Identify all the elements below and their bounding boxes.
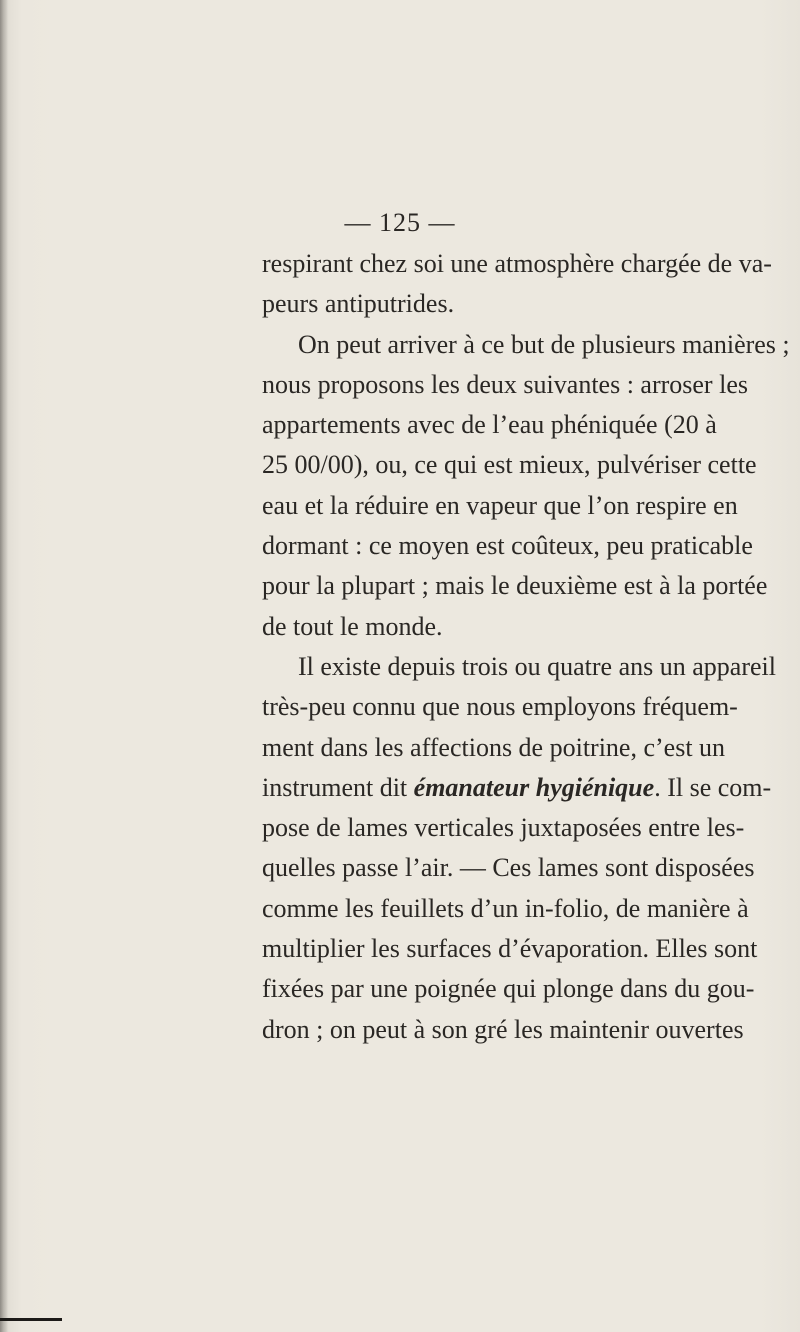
book-spine-shadow <box>0 0 8 1332</box>
text-line-with-emphasis <box>262 768 772 808</box>
text-line: Il existe depuis trois ou quatre ans un appareil <box>298 651 776 681</box>
text-fragment: instrument dit <box>262 772 414 802</box>
text-line: dron ; on peut à son gré les maintenir ouvertes <box>262 1014 744 1044</box>
text-line: pose de lames verticales juxtaposées entre les- <box>262 813 745 843</box>
text-line: pour la plupart ; mais le deuxième est à la portée <box>262 571 768 601</box>
text-line: de tout le monde. <box>262 611 443 641</box>
text-line: peurs antiputrides. <box>262 289 455 319</box>
text-line: On peut arriver à ce but de plusieurs manières ; <box>298 329 790 359</box>
text-fragment: . Il se com- <box>654 772 772 802</box>
text-line: multiplier les surfaces d’évaporation. Elles sont <box>262 934 758 964</box>
text-line: eau et la réduire en vapeur que l’on respire en <box>262 490 738 520</box>
emphasized-term: émanateur hygiénique <box>413 772 655 802</box>
body-text <box>262 244 790 1050</box>
text-line: 25 00/00), ou, ce qui est mieux, pulvériser cette <box>262 450 757 480</box>
text-line: dormant : ce moyen est coûteux, peu praticable <box>262 531 753 561</box>
text-line: respirant chez soi une atmosphère chargée de va- <box>262 249 772 278</box>
text-line: très-peu connu que nous employons fréquem- <box>262 692 738 722</box>
text-line: ment dans les affections de poitrine, c’est un <box>262 732 726 762</box>
text-line: quelles passe l’air. — Ces lames sont disposées <box>262 853 755 883</box>
text-line: nous proposons les deux suivantes : arroser les <box>262 369 748 399</box>
text-line: appartements avec de l’eau phéniquée (20 à <box>262 410 717 440</box>
page-number: — 125 — <box>344 208 456 237</box>
bottom-edge-rule <box>0 1318 62 1321</box>
text-line: comme les feuillets d’un in-folio, de manière à <box>262 893 749 923</box>
text-line: fixées par une poignée qui plonge dans du gou- <box>262 974 755 1004</box>
